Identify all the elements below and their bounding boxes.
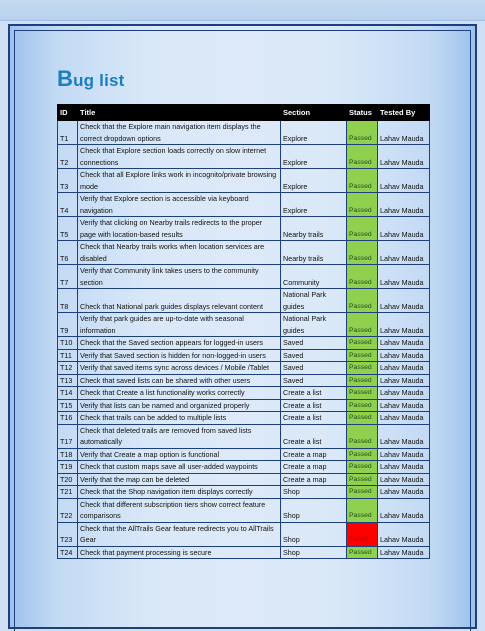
cell-title: Check that the AllTrails Gear feature redirects you to AllTrails Gear [78,522,281,546]
table-row [58,145,430,169]
cell-id: T11 [58,349,78,362]
cell-section: Saved [281,349,347,362]
cell-tested-by: Lahav Mauda [378,412,430,425]
title-first-letter: B [57,66,74,91]
table-row [58,362,430,375]
cell-section: National Park guides [281,289,347,313]
cell-section: Nearby trails [281,241,347,265]
status-badge: Passed [347,337,378,350]
cell-title: Check that all Explore links work in incognito/private browsing mode [78,169,281,193]
cell-tested-by: Lahav Mauda [378,486,430,499]
cell-tested-by: Lahav Mauda [378,522,430,546]
status-badge: Failed [347,522,378,546]
cell-title: Check that payment processing is secure [78,546,281,559]
cell-tested-by: Lahav Mauda [378,121,430,145]
cell-tested-by: Lahav Mauda [378,169,430,193]
table-header-row [58,105,430,121]
status-badge: Passed [347,313,378,337]
cell-id: T9 [58,313,78,337]
status-badge: Passed [347,289,378,313]
header-id: ID [58,105,78,121]
status-badge: Passed [347,461,378,474]
cell-tested-by: Lahav Mauda [378,387,430,400]
status-badge: Passed [347,265,378,289]
cell-title: Check that trails can be added to multiple lists [78,412,281,425]
cell-title: Verify that Explore section is accessible via keyboard navigation [78,193,281,217]
cell-id: T23 [58,522,78,546]
cell-section: Create a list [281,424,347,448]
cell-tested-by: Lahav Mauda [378,265,430,289]
cell-title: Check that National park guides displays relevant content [78,289,281,313]
cell-id: T1 [58,121,78,145]
cell-id: T14 [58,387,78,400]
cell-tested-by: Lahav Mauda [378,362,430,375]
cell-title: Check that custom maps save all user-added waypoints [78,461,281,474]
cell-section: Create a map [281,448,347,461]
cell-title: Verify that Community link takes users to the community section [78,265,281,289]
header-status: Status [347,105,378,121]
cell-title: Check that different subscription tiers show correct feature comparisons [78,498,281,522]
table-row [58,349,430,362]
table-row [58,121,430,145]
table-row [58,241,430,265]
status-badge: Passed [347,546,378,559]
table-row [58,169,430,193]
cell-tested-by: Lahav Mauda [378,448,430,461]
cell-id: T3 [58,169,78,193]
status-badge: Passed [347,412,378,425]
cell-section: Saved [281,374,347,387]
cell-tested-by: Lahav Mauda [378,217,430,241]
status-badge: Passed [347,448,378,461]
table-row [58,424,430,448]
cell-id: T20 [58,473,78,486]
status-badge: Passed [347,121,378,145]
table-row [58,498,430,522]
cell-section: Community [281,265,347,289]
table-row [58,337,430,350]
table-row [58,448,430,461]
cell-id: T15 [58,399,78,412]
cell-id: T8 [58,289,78,313]
cell-id: T7 [58,265,78,289]
cell-title: Check that saved lists can be shared with other users [78,374,281,387]
status-badge: Passed [347,498,378,522]
cell-id: T24 [58,546,78,559]
cell-section: National Park guides [281,313,347,337]
cell-id: T18 [58,448,78,461]
cell-title: Verify that Saved section is hidden for non-logged-in users [78,349,281,362]
cell-section: Create a map [281,461,347,474]
cell-section: Explore [281,145,347,169]
table-row [58,473,430,486]
cell-section: Nearby trails [281,217,347,241]
title-rest: ug list [73,71,125,90]
cell-section: Create a list [281,399,347,412]
cell-title: Check that the Saved section appears for logged-in users [78,337,281,350]
header-tested-by: Tested By [378,105,430,121]
cell-section: Saved [281,337,347,350]
table-body [58,121,430,559]
header-title: Title [78,105,281,121]
table-row [58,387,430,400]
table-row [58,265,430,289]
table-row [58,546,430,559]
table-row [58,399,430,412]
status-badge: Passed [347,399,378,412]
table-row [58,461,430,474]
status-badge: Passed [347,486,378,499]
status-badge: Passed [347,145,378,169]
cell-section: Shop [281,546,347,559]
status-badge: Passed [347,473,378,486]
cell-section: Shop [281,522,347,546]
cell-title: Check that Create a list functionality works correctly [78,387,281,400]
cell-tested-by: Lahav Mauda [378,461,430,474]
cell-tested-by: Lahav Mauda [378,424,430,448]
cell-section: Explore [281,193,347,217]
cell-section: Explore [281,121,347,145]
cell-title: Check that the Shop navigation item displays correctly [78,486,281,499]
cell-title: Check that Nearby trails works when location services are disabled [78,241,281,265]
table-row [58,217,430,241]
cell-tested-by: Lahav Mauda [378,193,430,217]
status-badge: Passed [347,374,378,387]
table-row [58,486,430,499]
status-badge: Passed [347,217,378,241]
cell-id: T6 [58,241,78,265]
cell-id: T21 [58,486,78,499]
cell-tested-by: Lahav Mauda [378,374,430,387]
cell-title: Check that the Explore main navigation item displays the correct dropdown options [78,121,281,145]
cell-tested-by: Lahav Mauda [378,546,430,559]
cell-tested-by: Lahav Mauda [378,399,430,412]
cell-title: Verify that saved items sync across devices / Mobile /Tablet [78,362,281,375]
cell-title: Verify that Create a map option is functional [78,448,281,461]
cell-tested-by: Lahav Mauda [378,241,430,265]
cell-tested-by: Lahav Mauda [378,289,430,313]
cell-id: T16 [58,412,78,425]
cell-section: Shop [281,486,347,499]
status-badge: Passed [347,169,378,193]
bug-table [57,104,430,559]
cell-title: Check that Explore section loads correctly on slow internet connections [78,145,281,169]
cell-title: Verify that park guides are up-to-date with seasonal information [78,313,281,337]
table-row [58,313,430,337]
cell-tested-by: Lahav Mauda [378,337,430,350]
table-row [58,289,430,313]
cell-id: T5 [58,217,78,241]
top-toolbar-band [0,0,485,21]
status-badge: Passed [347,387,378,400]
cell-section: Create a list [281,387,347,400]
cell-id: T10 [58,337,78,350]
cell-title: Verify that the map can be deleted [78,473,281,486]
cell-tested-by: Lahav Mauda [378,473,430,486]
cell-title: Verify that lists can be named and organized properly [78,399,281,412]
cell-section: Create a list [281,412,347,425]
cell-id: T19 [58,461,78,474]
cell-id: T4 [58,193,78,217]
table-row [58,374,430,387]
status-badge: Passed [347,424,378,448]
cell-id: T2 [58,145,78,169]
cell-id: T12 [58,362,78,375]
cell-section: Explore [281,169,347,193]
cell-id: T17 [58,424,78,448]
status-badge: Passed [347,193,378,217]
cell-tested-by: Lahav Mauda [378,349,430,362]
cell-section: Shop [281,498,347,522]
table-row [58,522,430,546]
cell-tested-by: Lahav Mauda [378,313,430,337]
cell-id: T22 [58,498,78,522]
status-badge: Passed [347,362,378,375]
status-badge: Passed [347,241,378,265]
cell-title: Check that deleted trails are removed from saved lists automatically [78,424,281,448]
cell-section: Create a map [281,473,347,486]
page-title [57,66,125,92]
header-section: Section [281,105,347,121]
cell-section: Saved [281,362,347,375]
cell-tested-by: Lahav Mauda [378,498,430,522]
table-row [58,193,430,217]
cell-tested-by: Lahav Mauda [378,145,430,169]
cell-title: Verify that clicking on Nearby trails redirects to the proper page with location-based results [78,217,281,241]
status-badge: Passed [347,349,378,362]
table-row [58,412,430,425]
cell-id: T13 [58,374,78,387]
